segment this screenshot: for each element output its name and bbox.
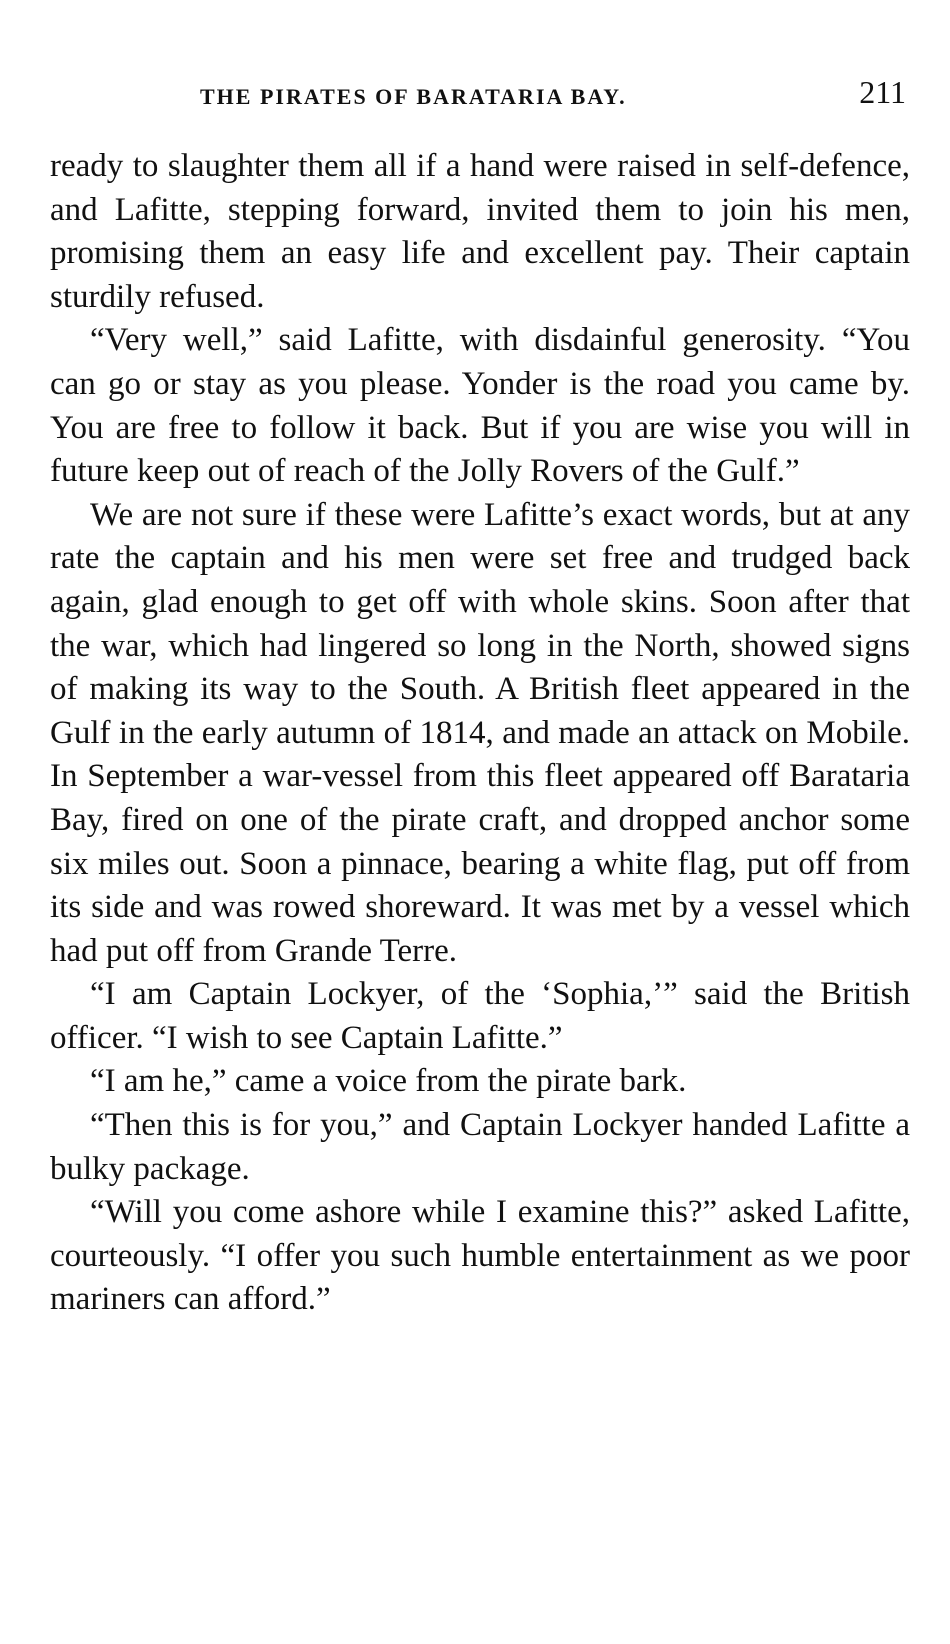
paragraph: “I am Captain Lockyer, of the ‘Sophia,’” said the British officer. “I wish to see Captain Lafitte.” (50, 976, 910, 1056)
book-page (50, 70, 910, 1322)
paragraph: “Then this is for you,” and Captain Lockyer handed Lafitte a bulky package. (50, 1107, 910, 1187)
paragraph: “Very well,” said Lafitte, with disdainful generosity. “You can go or stay as you please. Yonder is the road you came by. You are free to follow it back. But if you are wise you will in future keep out of reach of the Jolly Rovers of the Gulf.” (50, 322, 910, 490)
paragraph: “Will you come ashore while I examine this?” asked Lafitte, courteously. “I offer you such humble entertainment as we poor mariners can afford.” (50, 1194, 910, 1318)
running-header (50, 70, 910, 120)
paragraph: “I am he,” came a voice from the pirate bark. (90, 1063, 687, 1100)
running-title: THE PIRATES OF BARATARIA BAY. (200, 84, 627, 109)
page-number: 211 (859, 74, 906, 110)
body-text (50, 145, 910, 1322)
paragraph: We are not sure if these were Lafitte’s exact words, but at any rate the captain and his men were set free and trudged back again, glad enough to get off with whole skins. Soon after that the war, which had lingered so long in the North, showed signs of making its way to the South. A British fleet appeared in the Gulf in the early autumn of 1814, and made an attack on Mobile. In September a war-vessel from this fleet appeared off Barataria Bay, fired on one of the pirate craft, and dropped anchor some six miles out. Soon a pinnace, bearing a white flag, put off from its side and was rowed shoreward. It was met by a vessel which had put off from Grande Terre. (50, 496, 910, 969)
paragraph-continuation: ready to slaughter them all if a hand were raised in self-defence, and Lafitte, stepping forward, invited them to join his men, promising them an easy life and excellent pay. Their captain sturdily refused. (50, 148, 910, 315)
